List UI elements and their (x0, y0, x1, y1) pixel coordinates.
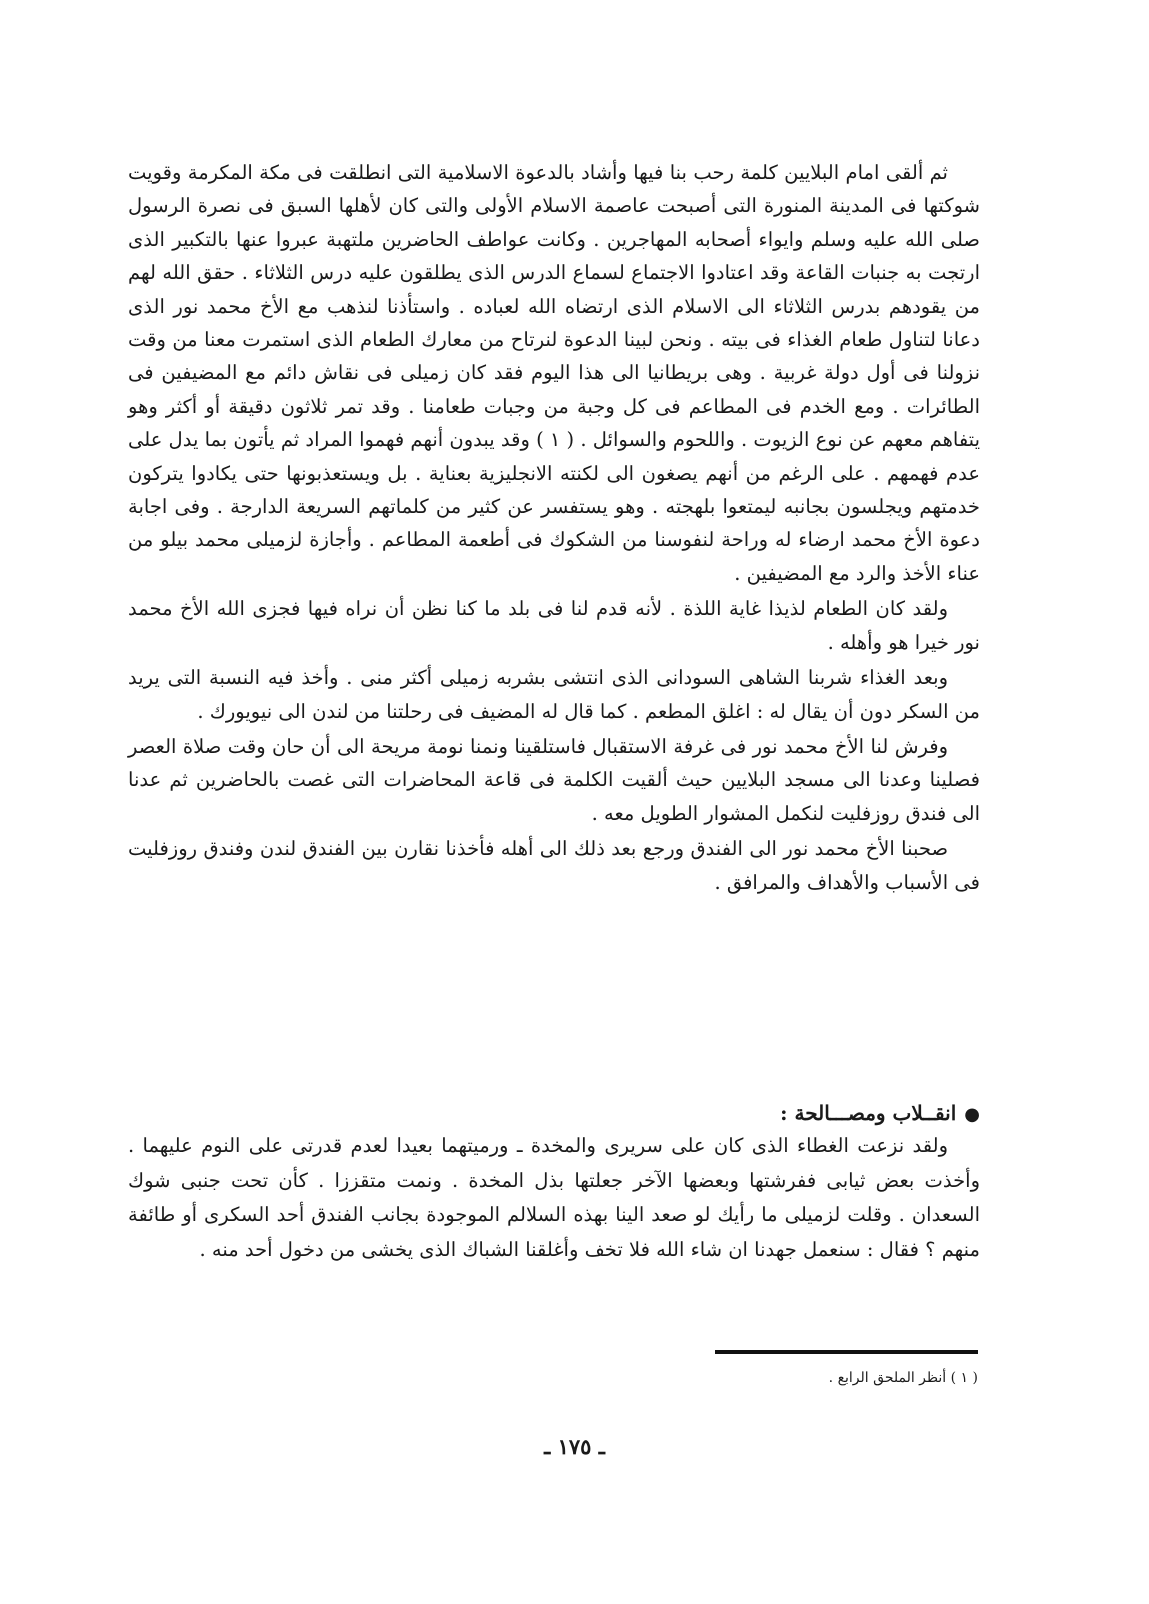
bullet-icon: ● (964, 1104, 980, 1125)
section-body (128, 1129, 980, 1267)
paragraph-4: وفرش لنا الأخ محمد نور فى غرفة الاستقبال فاستلقينا ونمنا نومة مريحة الى أن حان وقت صلاة العصر فصلينا وعدنا الى مسجد البلايين حيث ألقيت الكلمة فى قاعة المحاضرات التى غصت بالحاضرين ثم عدنا الى فندق روزفليت لنكمل المشوار الطويل معه . (128, 734, 980, 825)
section-paragraph: ولقد نزعت الغطاء الذى كان على سريرى والمخدة ـ ورميتهما بعيدا لعدم قدرتى على النوم عليهما . وأخذت بعض ثيابى ففرشتها وبعضها الآخر جعلتها بذل المخدة . ونمت متقززا . كأن تحت جنبى شوك السعدان . وقلت لزميلى ما رأيك لو صعد الينا بهذه السلالم الموجودة بجانب الفندق أحد السكرى أو طائفة منهم ؟ فقال : سنعمل جهدنا ان شاء الله فلا تخف وأغلقنا الشباك الذى يخشى من دخول أحد منه . (128, 1134, 980, 1261)
section-heading-text: انقــلاب ومصـــالحة : (780, 1101, 957, 1125)
paragraph-2: ولقد كان الطعام لذيذا غاية اللذة . لأنه قدم لنا فى بلد ما كنا نظن أن نراه فيها فجزى الله الأخ محمد نور خيرا هو وأهله . (128, 597, 980, 654)
section-heading (128, 1096, 980, 1132)
paragraph-5: صحبنا الأخ محمد نور الى الفندق ورجع بعد ذلك الى أهله فأخذنا نقارن بين الفندق لندن وفندق روزفليت فى الأسباب والأهداف والمرافق . (128, 837, 980, 894)
paragraph-1: ثم ألقى امام البلايين كلمة رحب بنا فيها وأشاد بالدعوة الاسلامية التى انطلقت فى مكة المكرمة وقويت شوكتها فى المدينة المنورة التى أصبحت عاصمة الاسلام الأولى والتى كان لأهلها السبق فى نصرة الرسول صلى الله عليه وسلم وايواء أصحابه المهاجرين . وكانت عواطف الحاضرين ملتهبة عبروا عنها بالتكبير الذى ارتجت به جنبات القاعة وقد اعتادوا الاجتماع لسماع الدرس الذى يطلقون عليه درس الثلاثاء . حقق الله لهم من يقودهم بدرس الثلاثاء الى الاسلام الذى ارتضاه الله لعباده . واستأذنا لنذهب مع الأخ محمد نور الذى دعانا لتناول طعام الغذاء فى بيته . ونحن لبينا الدعوة لنرتاح من معارك الطعام الذى استمرت معنا من وقت نزولنا فى أول دولة غربية . وهى بريطانيا الى هذا اليوم فقد كان زميلى فى نقاش دائم مع المضيفين فى الطائرات . ومع الخدم فى المطاعم فى كل وجبة من وجبات طعامنا . وقد تمر ثلاثون دقيقة أو أكثر وهو يتفاهم معهم عن نوع الزيوت . واللحوم والسوائل . ( ١ ) وقد يبدون أنهم فهموا المراد ثم يأتون بما يدل على عدم فهمهم . على الرغم من أنهم يصغون الى لكنته الانجليزية بعناية . بل ويستعذبونها حتى يكادوا يتركون خدمتهم ويجلسون بجانبه ليمتعوا بلهجته . وهو يستفسر عن كثير من كلماتهم السريعة الدارجة . وفى اجابة دعوة الأخ محمد ارضاء له وراحة لنفوسنا من الشكوك فى أطعمة المطاعم . وأجازة لزميلى محمد بيلو من عناء الأخذ والرد مع المضيفين . (128, 161, 980, 585)
footnote-divider (715, 1350, 978, 1354)
page-number: ـ ١٧٥ ـ (544, 1434, 605, 1459)
body-text (128, 156, 980, 899)
paragraph-3: وبعد الغذاء شربنا الشاهى السودانى الذى انتشى بشربه زميلى أكثر منى . وأخذ فيه النسبة التى يريد من السكر دون أن يقال له : اغلق المطعم . كما قال له المضيف فى رحلتنا من لندن الى نيويورك . (128, 666, 980, 723)
footnote: ( ١ ) أنظر الملحق الرابع . (828, 1370, 978, 1386)
